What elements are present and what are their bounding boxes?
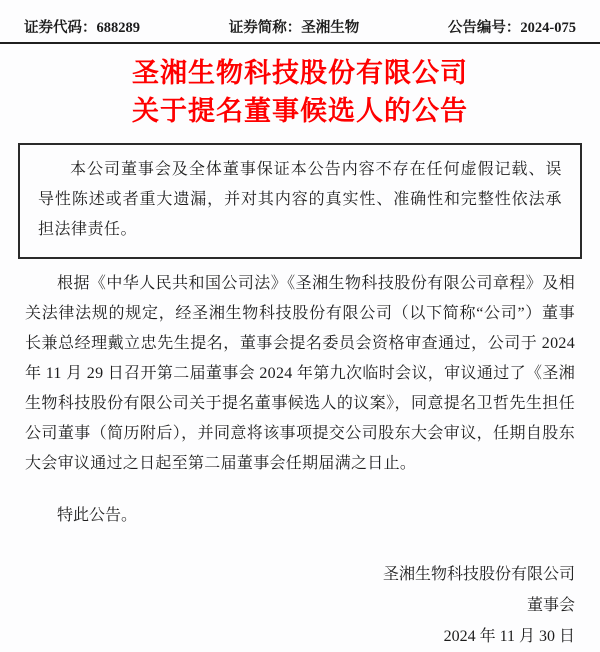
securities-header <box>0 0 600 44</box>
closing-statement: 特此公告。 <box>57 507 138 524</box>
disclaimer-box <box>18 143 582 259</box>
document-title <box>0 54 600 130</box>
title-line-company: 圣湘生物科技股份有限公司 <box>132 58 468 88</box>
signature-company: 圣湘生物科技股份有限公司 <box>382 566 575 583</box>
body-paragraph: 根据《中华人民共和国公司法》《圣湘生物科技股份有限公司章程》及相关法律法规的规定，经圣湘生物科技股份有限公司（以下简称“公司”）董事长兼总经理戴立忠先生提名，董事会提名委员会资格审查通过，公司于 2024 年 11 月 29 日召开第二届董事会 2024 年第九次临时会议，审议通过了《圣湘生物科技股份有限公司关于提名董事候选人的议案》，同意提名卫哲先生担任公司董事（简历附后），并同意将该事项提交公司股东大会审议，任期自股东大会审议通过之日起至第二届董事会任期届满之日止。 <box>25 275 575 472</box>
disclaimer-text: 本公司董事会及全体董事保证本公告内容不存在任何虚假记载、误导性陈述或者重大遗漏，并对其内容的真实性、准确性和完整性依法承担法律责任。 <box>38 161 562 238</box>
signature-board: 董事会 <box>526 597 575 614</box>
signature-block <box>25 559 575 652</box>
stock-code: 证券代码：688289 <box>24 20 140 36</box>
title-line-subject: 关于提名董事候选人的公告 <box>132 96 468 126</box>
signature-date: 2024 年 11 月 30 日 <box>443 628 575 645</box>
stock-short-name: 证券简称：圣湘生物 <box>228 20 360 36</box>
announcement-number: 公告编号：2024-075 <box>447 20 576 36</box>
